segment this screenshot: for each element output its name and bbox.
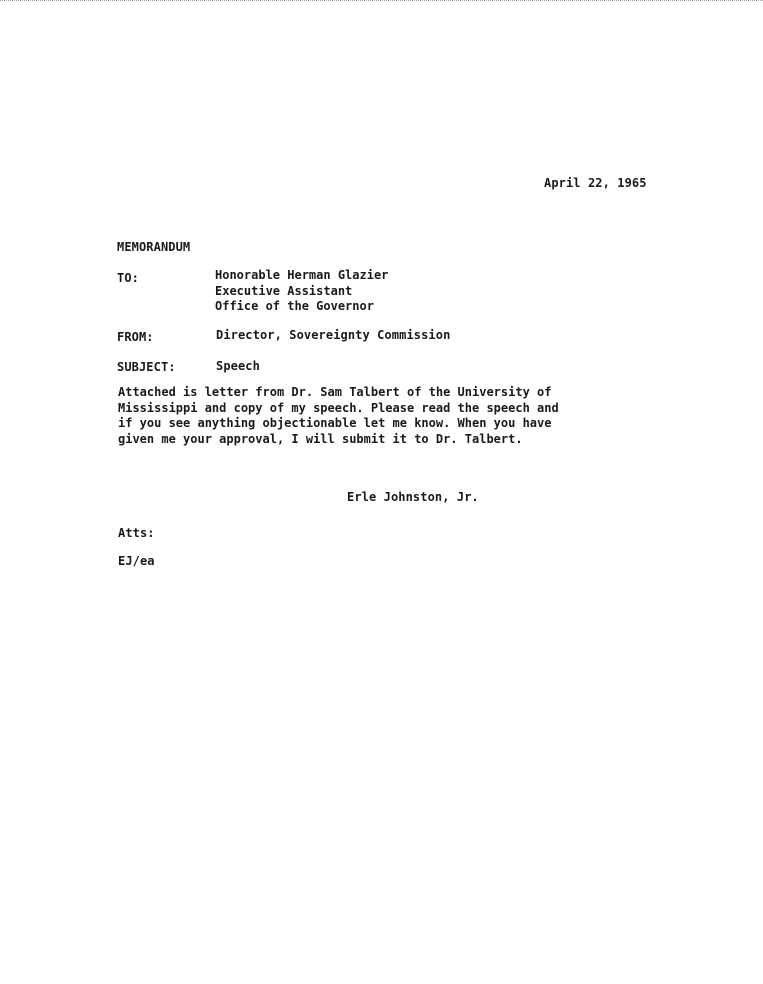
from-value: Director, Sovereignty Commission	[216, 328, 451, 342]
from-label: FROM:	[117, 330, 154, 344]
subject-value: Speech	[216, 359, 260, 373]
body-line: Mississippi and copy of my speech. Please read the speech and	[118, 400, 559, 415]
body-line: given me your approval, I will submit it to Dr. Talbert.	[118, 431, 523, 446]
subject-label: SUBJECT:	[117, 360, 176, 374]
signature: Erle Johnston, Jr.	[347, 490, 479, 504]
to-line: Honorable Herman Glazier	[215, 268, 389, 282]
memo-body	[118, 385, 559, 447]
memo-date: April 22, 1965	[544, 176, 647, 190]
to-recipient-block	[215, 268, 388, 315]
page-top-edge	[0, 0, 763, 1]
memo-heading: MEMORANDUM	[117, 240, 191, 254]
to-label: TO:	[117, 271, 139, 285]
reference-initials: EJ/ea	[118, 554, 155, 568]
to-line: Office of the Governor	[215, 299, 374, 313]
body-line: if you see anything objectionable let me know. When you have	[118, 416, 552, 430]
body-line: Attached is letter from Dr. Sam Talbert of the University of	[118, 385, 552, 399]
enclosure-note: Atts:	[118, 526, 155, 540]
to-line: Executive Assistant	[215, 283, 353, 298]
